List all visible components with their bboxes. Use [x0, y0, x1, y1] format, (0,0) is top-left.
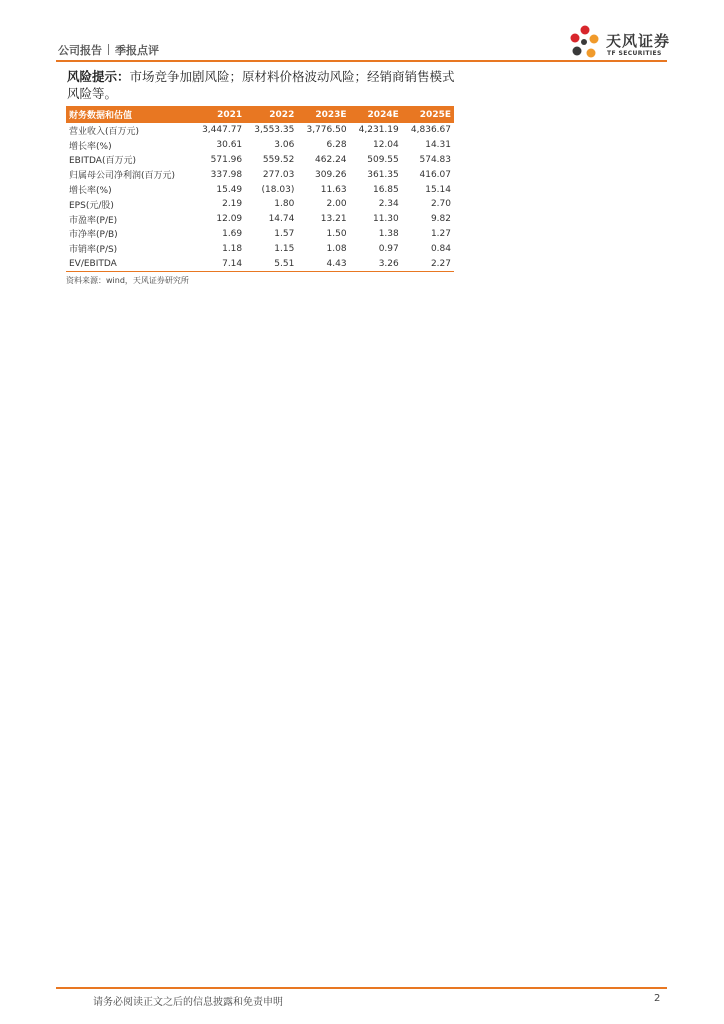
table-cell: 1.69: [222, 228, 243, 239]
table-cell: 11.30: [372, 214, 399, 225]
table-cell: 1.50: [326, 228, 347, 239]
company-logo: [566, 24, 670, 60]
row-label: EV/EBITDA: [66, 256, 193, 271]
table-cell: 16.85: [372, 184, 399, 195]
footer-divider: [56, 987, 667, 989]
footer-disclaimer: 请务必阅读正文之后的信息披露和免责申明: [93, 997, 283, 1008]
table-cell: 2.00: [326, 199, 347, 210]
table-cell: 9.82: [430, 214, 451, 225]
table-row: [66, 182, 454, 197]
table-row: [66, 153, 454, 168]
table-cell: 0.97: [378, 243, 399, 254]
table-cell: 2.70: [430, 199, 451, 210]
table-cell: 337.98: [210, 169, 243, 180]
table-cell: 309.26: [315, 169, 347, 180]
table-cell: 4,231.19: [358, 125, 399, 136]
table-cell: 571.96: [210, 154, 243, 165]
financial-data-table: [66, 106, 454, 272]
table-cell: 12.09: [216, 214, 243, 225]
report-type-label: 公司报告: [58, 44, 102, 57]
table-cell: 15.14: [425, 184, 451, 195]
row-label: 归属母公司净利润(百万元): [69, 171, 176, 182]
table-header-cell: 2025E: [402, 106, 454, 123]
report-type-header: [58, 42, 159, 58]
table-cell: 416.07: [419, 169, 451, 180]
table-cell: 3.06: [274, 140, 295, 151]
table-row: [66, 241, 454, 256]
table-cell: 574.83: [419, 154, 451, 165]
row-label: EBITDA(百万元): [69, 156, 136, 167]
table-cell: 4.43: [297, 256, 349, 271]
table-cell: 559.52: [262, 154, 295, 165]
table-cell: 361.35: [367, 169, 399, 180]
risk-warning-text: 市场竞争加剧风险；原材料价格波动风险；经销商销售模式风险等。: [67, 69, 455, 101]
page-number: 2: [654, 993, 661, 1004]
table-cell: 6.28: [326, 140, 347, 151]
row-label: 营业收入(百万元): [69, 126, 140, 137]
table-row: [66, 197, 454, 212]
table-cell: 3,447.77: [202, 125, 243, 136]
table-cell: 4,836.67: [410, 125, 451, 136]
table-cell: 5.51: [245, 256, 297, 271]
table-cell: 2.19: [222, 199, 243, 210]
table-cell: 3.26: [350, 256, 402, 271]
table-header-cell: 2023E: [297, 106, 349, 123]
header-divider: [56, 60, 667, 62]
table-cell: 30.61: [216, 140, 243, 151]
row-label: 市销率(P/S): [69, 245, 118, 256]
risk-warning-label: 风险提示：: [67, 69, 130, 84]
table-header-row: [66, 106, 454, 123]
table-cell: 3,553.35: [254, 125, 295, 136]
table-cell: 12.04: [372, 140, 399, 151]
table-row: [66, 167, 454, 182]
table-cell: 13.21: [320, 214, 347, 225]
table-cell: 2.34: [378, 199, 399, 210]
row-label: 市净率(P/B): [69, 230, 118, 241]
table-cell: 15.49: [216, 184, 243, 195]
table-cell: 1.15: [274, 243, 295, 254]
flower-logo-icon: [566, 24, 606, 60]
report-subtype-label: 季报点评: [115, 44, 159, 57]
table-row: [66, 227, 454, 242]
table-cell: 2.27: [402, 256, 454, 271]
header-separator: [108, 44, 109, 55]
table-row: [66, 138, 454, 153]
table-header-cell: 2022: [245, 106, 297, 123]
row-label: 增长率(%): [69, 186, 112, 197]
table-cell: 1.80: [274, 199, 295, 210]
table-row: [66, 212, 454, 227]
table-cell: 14.74: [268, 214, 295, 225]
table-header-cell: 2024E: [350, 106, 402, 123]
table-cell: 7.14: [193, 256, 245, 271]
table-cell: 1.08: [326, 243, 347, 254]
table-cell: 277.03: [262, 169, 295, 180]
table-cell: 1.18: [222, 243, 243, 254]
table-cell: 0.84: [430, 243, 451, 254]
data-source-note: 资料来源：wind，天风证券研究所: [66, 276, 189, 285]
table-cell: 3,776.50: [306, 125, 347, 136]
table-cell: 1.38: [378, 228, 399, 239]
risk-warning: [67, 68, 462, 102]
table-cell: 1.27: [430, 228, 451, 239]
table-cell: 11.63: [320, 184, 347, 195]
table-cell: 462.24: [315, 154, 347, 165]
table-header-cell: 财务数据和估值: [66, 106, 193, 123]
logo-chinese-text: 天风证券: [606, 32, 671, 50]
table-row: [66, 256, 454, 271]
table-cell: 1.57: [274, 228, 295, 239]
row-label: 市盈率(P/E): [69, 215, 118, 226]
row-label: EPS(元/股): [69, 200, 114, 211]
table-cell: 14.31: [425, 140, 451, 151]
table-cell: (18.03): [261, 184, 295, 195]
logo-english-text: TF SECURITIES: [607, 50, 662, 57]
table-header-cell: 2021: [193, 106, 245, 123]
table-cell: 509.55: [367, 154, 399, 165]
row-label: 增长率(%): [69, 141, 112, 152]
table-row: [66, 123, 454, 138]
